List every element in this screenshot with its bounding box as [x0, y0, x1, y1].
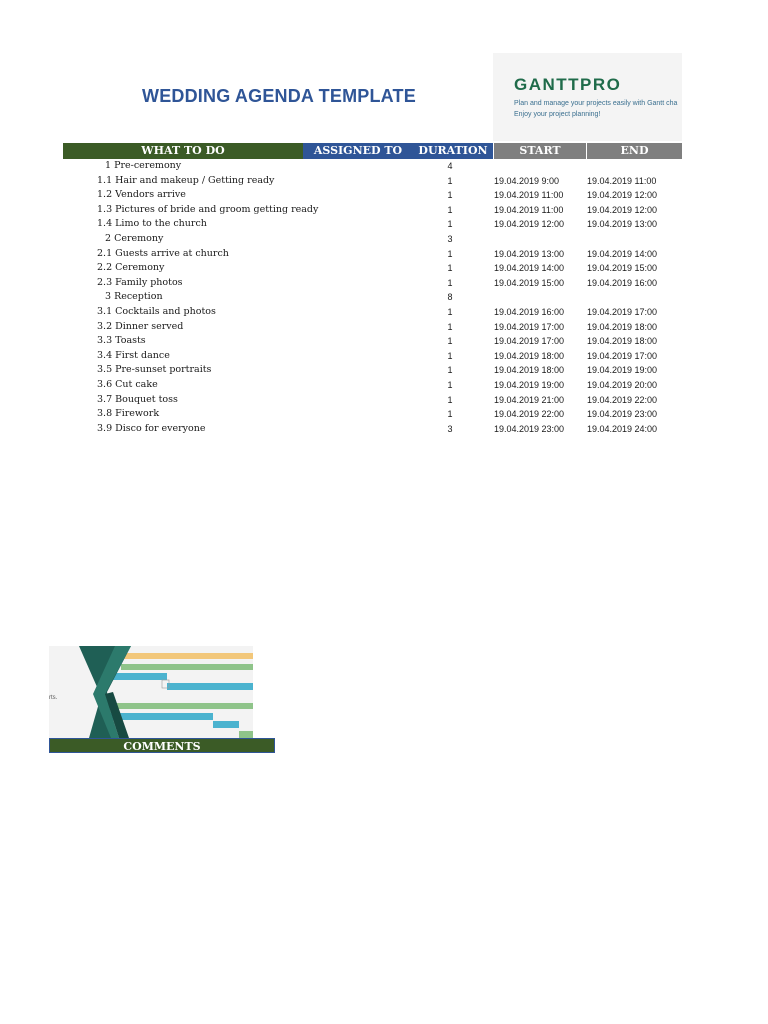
- page-title: WEDDING AGENDA TEMPLATE: [142, 86, 416, 106]
- task-cell: 1.1 Hair and makeup / Getting ready: [97, 174, 275, 186]
- table-row: [63, 276, 682, 291]
- duration-cell: 1: [447, 248, 453, 259]
- table-row: [63, 290, 682, 305]
- start-cell: 19.04.2019 12:00: [494, 219, 565, 230]
- table-row: [63, 320, 682, 335]
- duration-cell: 1: [447, 394, 453, 405]
- table-row: [63, 188, 682, 203]
- table-row: [63, 422, 682, 437]
- duration-cell: 1: [447, 277, 453, 288]
- start-cell: 19.04.2019 21:00: [494, 394, 565, 405]
- duration-cell: 1: [447, 306, 453, 317]
- gantt-preview-image: [49, 646, 253, 738]
- start-cell: 19.04.2019 14:00: [494, 263, 565, 274]
- table-row: [63, 203, 682, 218]
- table-row: [63, 217, 682, 232]
- table-row: [63, 334, 682, 349]
- task-cell: 3 Reception: [105, 291, 163, 303]
- start-cell: 19.04.2019 13:00: [494, 248, 565, 259]
- end-cell: 19.04.2019 17:00: [587, 306, 658, 317]
- table-header: [63, 143, 682, 159]
- header-duration: DURATION: [413, 143, 493, 159]
- duration-cell: 1: [447, 350, 453, 361]
- banner-subtagline: Enjoy your project planning!: [514, 111, 601, 118]
- end-cell: 19.04.2019 20:00: [587, 379, 658, 390]
- start-cell: 19.04.2019 23:00: [494, 423, 565, 434]
- end-cell: 19.04.2019 16:00: [587, 277, 658, 288]
- table-row: [63, 232, 682, 247]
- task-cell: 3.3 Toasts: [97, 335, 146, 347]
- task-cell: 3.1 Cocktails and photos: [97, 305, 216, 317]
- end-cell: 19.04.2019 18:00: [587, 336, 658, 347]
- ganttpro-banner[interactable]: [493, 53, 682, 141]
- duration-cell: 1: [447, 321, 453, 332]
- start-cell: 19.04.2019 18:00: [494, 365, 565, 376]
- end-cell: 19.04.2019 12:00: [587, 190, 658, 201]
- ganttpro-logo: GANTTPRO: [514, 75, 622, 94]
- duration-cell: 4: [447, 161, 453, 171]
- header-assigned-to: ASSIGNED TO: [303, 143, 413, 159]
- table-row: [63, 305, 682, 320]
- duration-cell: 1: [447, 219, 453, 230]
- agenda-table-body: [63, 159, 682, 436]
- duration-cell: 1: [447, 365, 453, 376]
- task-cell: 3.4 First dance: [97, 349, 170, 361]
- table-row: [63, 363, 682, 378]
- duration-cell: 1: [447, 379, 453, 390]
- end-cell: 19.04.2019 22:00: [587, 394, 658, 405]
- end-cell: 19.04.2019 15:00: [587, 263, 658, 274]
- table-row: [63, 247, 682, 262]
- task-cell: 3.6 Cut cake: [97, 378, 158, 390]
- task-cell: 3.9 Disco for everyone: [97, 422, 206, 434]
- duration-cell: 1: [447, 175, 453, 186]
- start-cell: 19.04.2019 22:00: [494, 409, 565, 420]
- start-cell: 19.04.2019 11:00: [494, 190, 564, 201]
- start-cell: 19.04.2019 9:00: [494, 175, 560, 186]
- end-cell: 19.04.2019 23:00: [587, 409, 658, 420]
- task-cell: 3.8 Firework: [97, 408, 160, 420]
- comments-header: COMMENTS: [49, 738, 275, 753]
- end-cell: 19.04.2019 18:00: [587, 321, 658, 332]
- table-row: [63, 407, 682, 422]
- banner-tagline: Plan and manage your projects easily with Gantt cha: [514, 100, 678, 107]
- table-row: [63, 261, 682, 276]
- start-cell: 19.04.2019 15:00: [494, 277, 565, 288]
- table-row: [63, 349, 682, 364]
- duration-cell: 1: [447, 336, 453, 347]
- table-row: [63, 378, 682, 393]
- duration-cell: 3: [447, 423, 453, 434]
- task-cell: 3.2 Dinner served: [97, 320, 184, 332]
- header-end: END: [586, 143, 682, 159]
- task-cell: 2 Ceremony: [105, 232, 164, 244]
- gantt-preview-illustration: [49, 646, 253, 738]
- header-what-to-do: WHAT TO DO: [63, 143, 303, 159]
- duration-cell: 8: [447, 292, 453, 303]
- task-cell: 1.3 Pictures of bride and groom getting ready: [97, 203, 319, 215]
- end-cell: 19.04.2019 12:00: [587, 204, 658, 215]
- task-cell: 1.4 Limo to the church: [97, 218, 207, 230]
- start-cell: 19.04.2019 17:00: [494, 336, 565, 347]
- duration-cell: 1: [447, 204, 453, 215]
- duration-cell: 3: [447, 233, 453, 244]
- table-row: [63, 174, 682, 189]
- start-cell: 19.04.2019 17:00: [494, 321, 565, 332]
- end-cell: 19.04.2019 19:00: [587, 365, 658, 376]
- table-row: [63, 159, 682, 174]
- preview-text-snippet: rts.: [49, 695, 58, 701]
- task-cell: 1 Pre-ceremony: [105, 160, 182, 171]
- task-cell: 1.2 Vendors arrive: [97, 189, 186, 201]
- start-cell: 19.04.2019 18:00: [494, 350, 565, 361]
- task-cell: 3.7 Bouquet toss: [97, 393, 178, 405]
- task-cell: 2.1 Guests arrive at church: [97, 247, 229, 259]
- header-start: START: [493, 143, 586, 159]
- task-cell: 3.5 Pre-sunset portraits: [97, 364, 212, 376]
- end-cell: 19.04.2019 11:00: [587, 175, 657, 186]
- end-cell: 19.04.2019 24:00: [587, 423, 658, 434]
- start-cell: 19.04.2019 19:00: [494, 379, 565, 390]
- duration-cell: 1: [447, 409, 453, 420]
- start-cell: 19.04.2019 16:00: [494, 306, 565, 317]
- end-cell: 19.04.2019 13:00: [587, 219, 658, 230]
- duration-cell: 1: [447, 190, 453, 201]
- end-cell: 19.04.2019 14:00: [587, 248, 658, 259]
- end-cell: 19.04.2019 17:00: [587, 350, 658, 361]
- start-cell: 19.04.2019 11:00: [494, 204, 564, 215]
- task-cell: 2.3 Family photos: [97, 276, 183, 288]
- task-cell: 2.2 Ceremony: [97, 262, 165, 274]
- duration-cell: 1: [447, 263, 453, 274]
- table-row: [63, 393, 682, 408]
